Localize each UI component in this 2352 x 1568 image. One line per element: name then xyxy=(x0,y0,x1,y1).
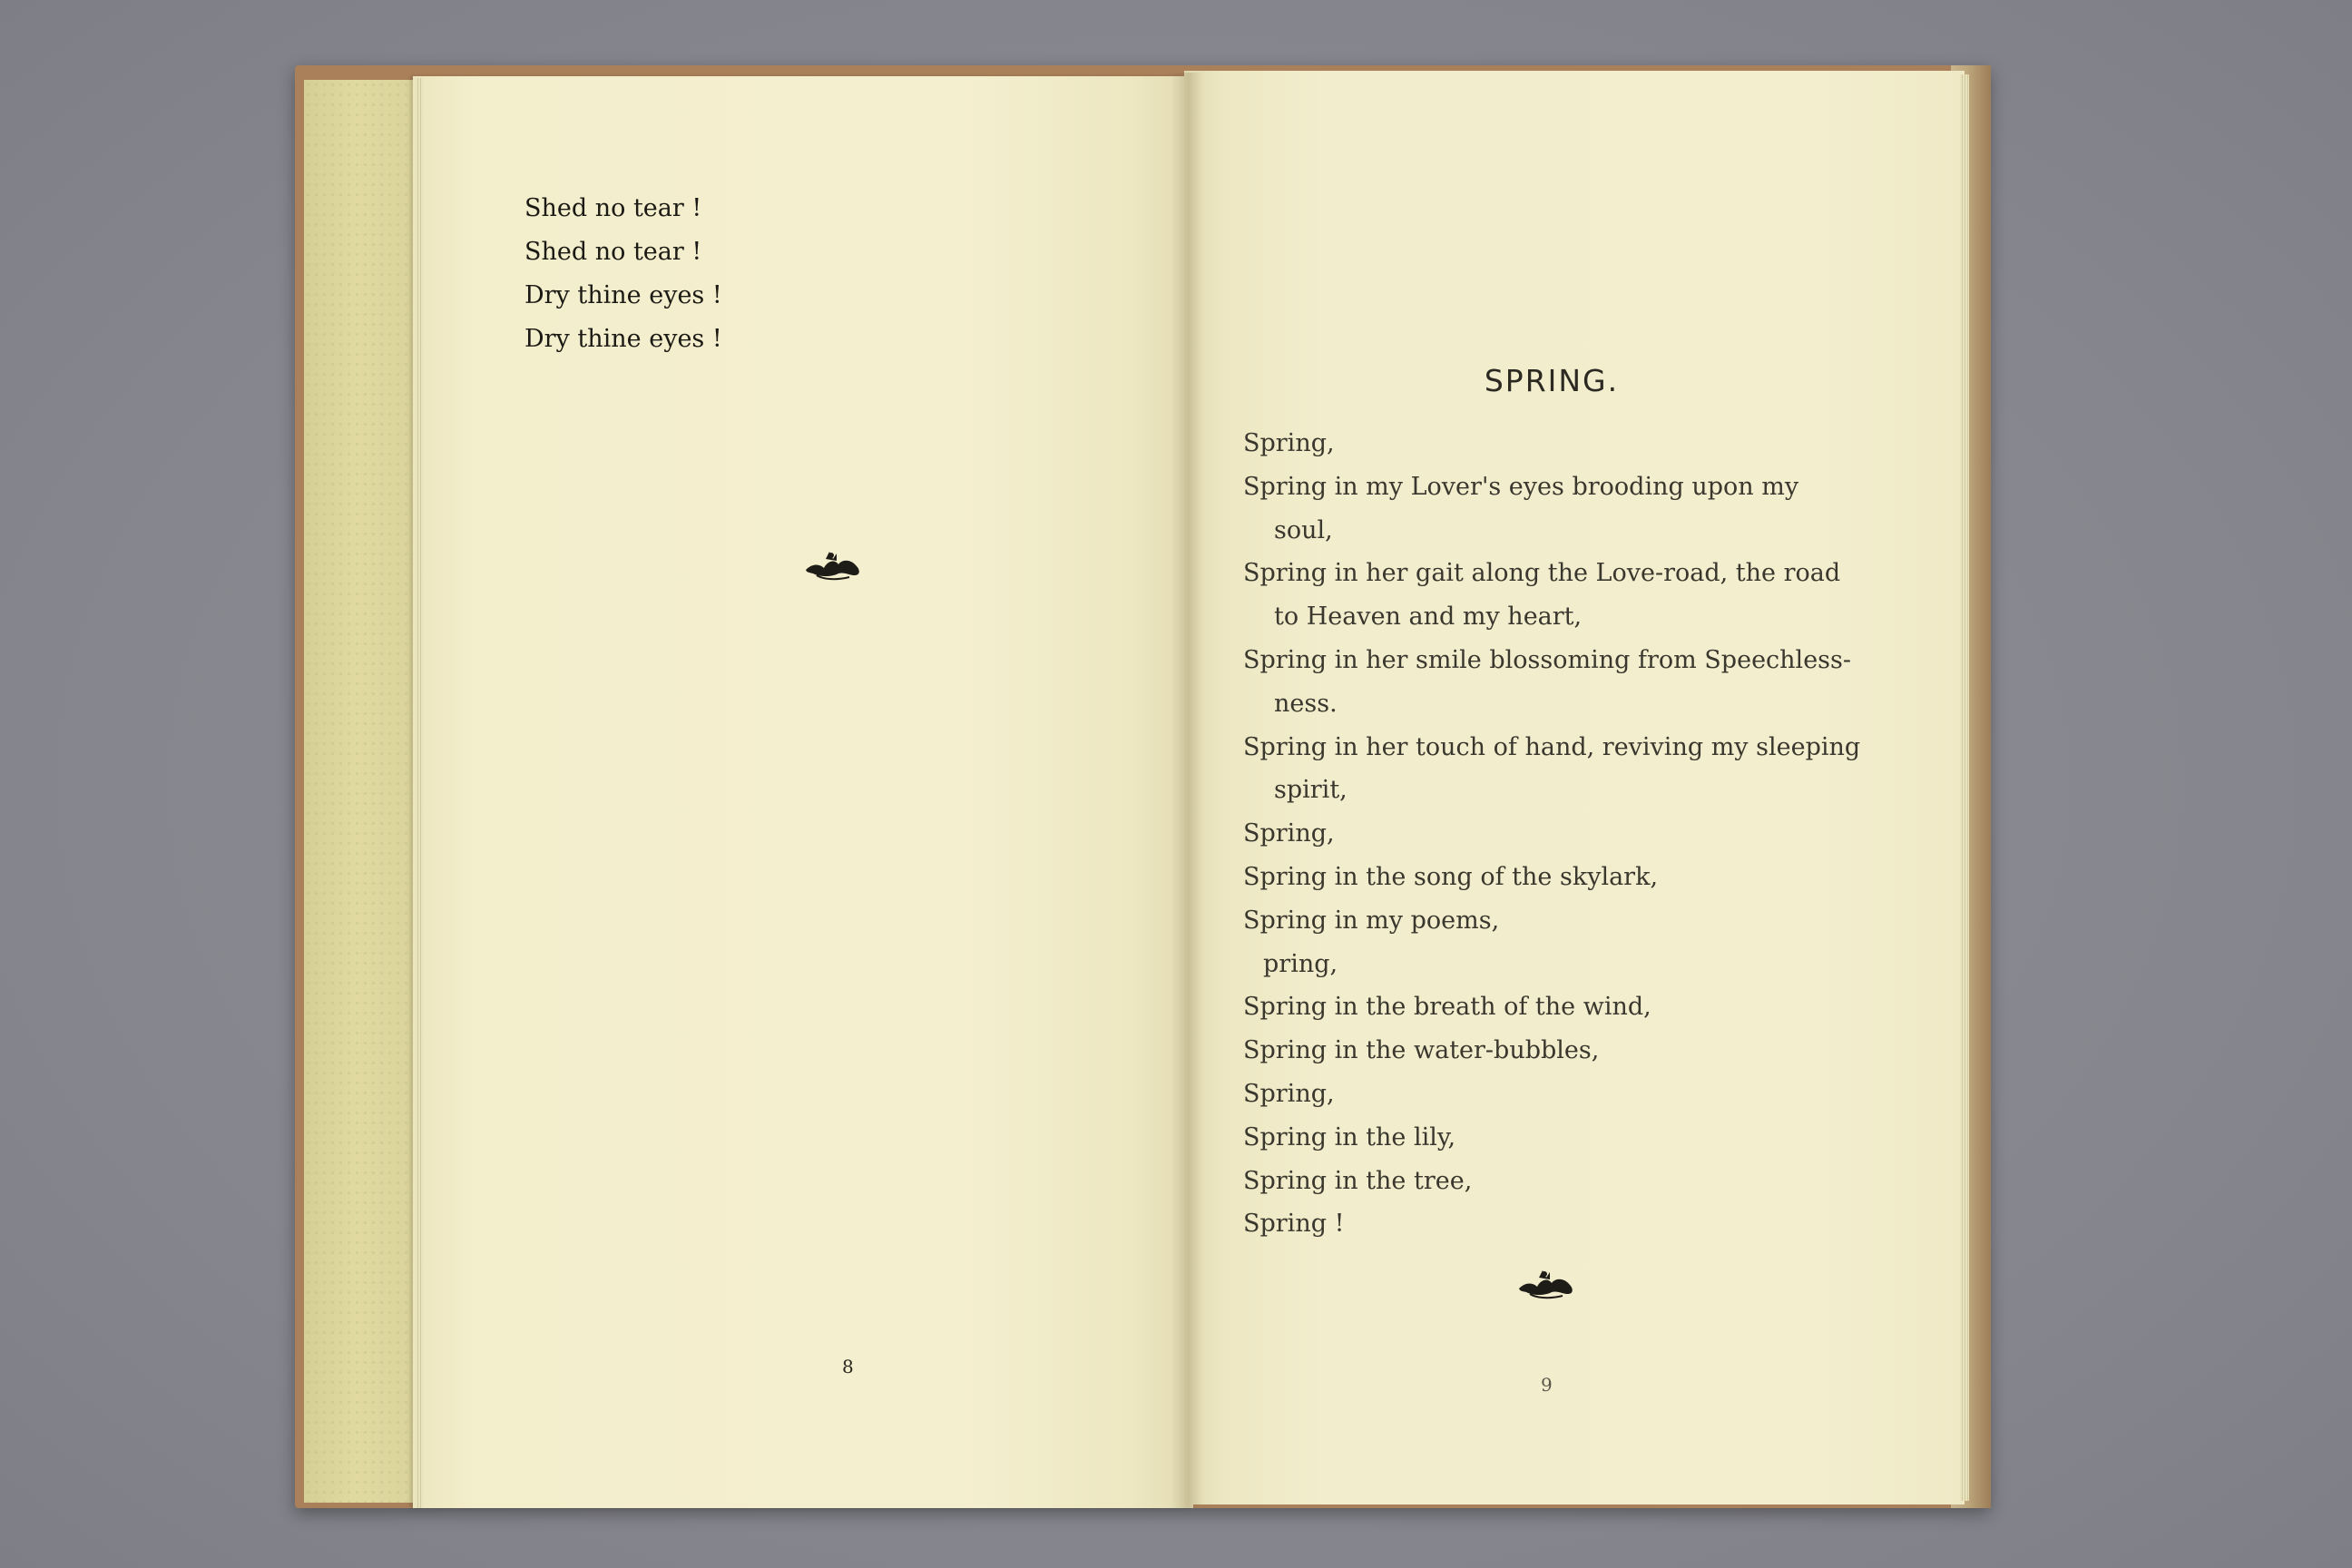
verse-line: Dry thine eyes ! xyxy=(524,325,722,353)
verse-line: soul, xyxy=(1274,515,1333,544)
verse-line: to Heaven and my heart, xyxy=(1274,603,1583,632)
floral-ornament-icon xyxy=(1517,1267,1575,1299)
left-page-stack xyxy=(416,78,423,1508)
verse-line: Spring in her gait along the Love-road, the road xyxy=(1243,559,1841,588)
verse-line: Shed no tear ! xyxy=(524,238,702,266)
verse-line: Spring in my poems, xyxy=(1243,906,1500,935)
verse-line: Spring in my Lover's eyes brooding upon my xyxy=(1243,472,1799,501)
verse-line: Dry thine eyes ! xyxy=(524,281,722,309)
verse-line: Spring, xyxy=(1243,819,1335,848)
verse-line: Spring in her touch of hand, reviving my sleeping xyxy=(1243,732,1861,761)
verse-line: spirit, xyxy=(1274,776,1348,805)
verse-line: ness. xyxy=(1274,689,1338,718)
left-page-verse xyxy=(524,187,722,361)
verse-line: Spring in the lily, xyxy=(1243,1122,1456,1152)
verse-line: Spring in the tree, xyxy=(1243,1166,1473,1195)
verse-line: Spring in the water-bubbles, xyxy=(1243,1036,1600,1065)
verse-line: Spring, xyxy=(1243,429,1335,457)
page-number-right: 9 xyxy=(1541,1374,1553,1396)
verse-line: Spring ! xyxy=(1243,1210,1345,1239)
verse-line: Spring in the song of the skylark, xyxy=(1243,862,1659,891)
verse-line: Spring in her smile blossoming from Speechless- xyxy=(1243,645,1852,674)
right-page-stack xyxy=(1960,74,1969,1501)
verse-line: Spring, xyxy=(1243,1079,1335,1108)
page-number-left: 8 xyxy=(842,1356,854,1377)
verse-line: Shed no tear ! xyxy=(524,194,702,222)
poem-title: SPRING. xyxy=(1484,363,1620,398)
endpaper-texture xyxy=(304,80,422,1503)
verse-line: pring, xyxy=(1263,949,1338,978)
poem-body xyxy=(1243,422,1861,1246)
floral-ornament-icon xyxy=(804,548,862,581)
book-gutter xyxy=(1171,73,1203,1508)
verse-line: Spring in the breath of the wind, xyxy=(1243,993,1651,1022)
